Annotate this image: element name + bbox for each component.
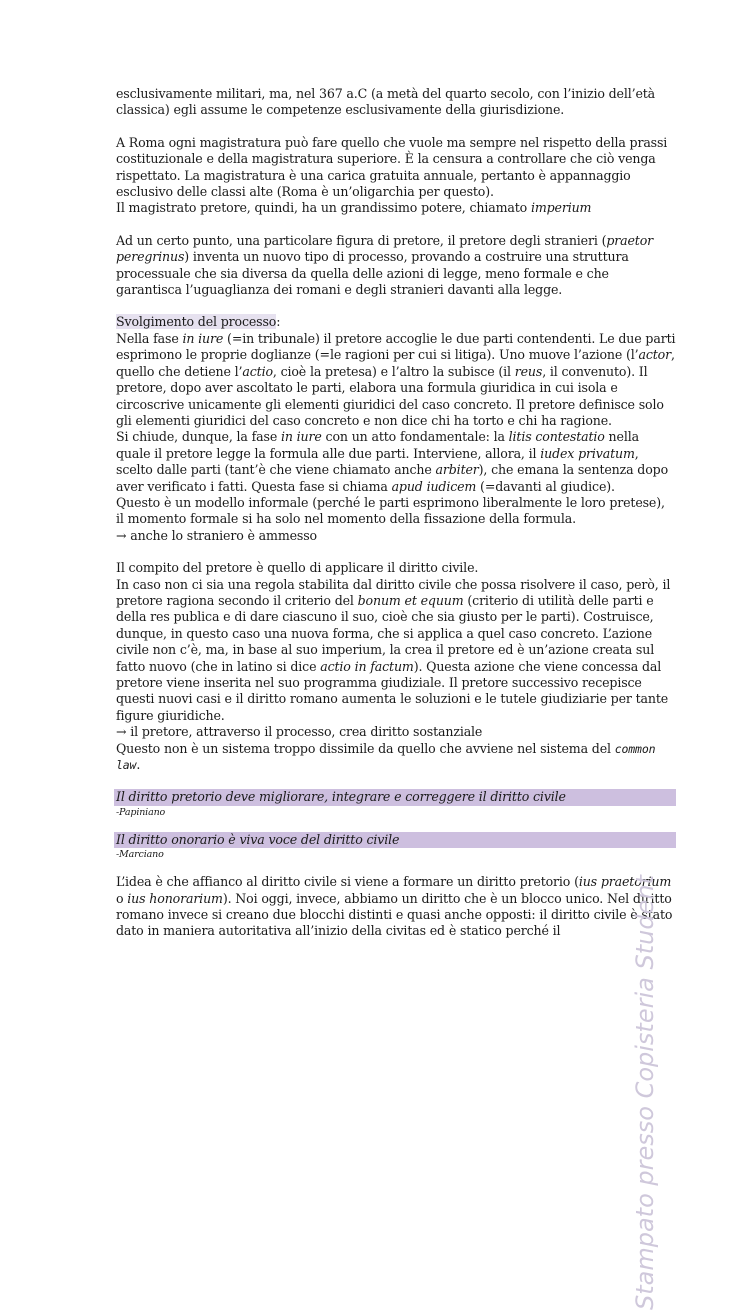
quote-papiniano: Il diritto pretorio deve migliorare, integrare e correggere il diritto civile <box>114 789 676 805</box>
document-page <box>116 86 676 940</box>
paragraph-in-iure: Nella fase in iure (=in tribunale) il pretore accoglie le due parti contendenti. Le due parti esprimono le proprie doglianze (=le ragioni per cui si litiga). Uno muove l’azione (l’actor, quello che detiene l’actio, cioè la pretesa) e l’altro la subisce (il reus, il convenuto). Il pretore, dopo aver ascoltato le parti, elabora una formula giuridica in cui isola e circoscrive unicamente gli elementi giuridici del caso concreto. Il pretore definisce solo gli elementi giuridici del caso concreto e non dice chi ha torto e chi ha ragione. <box>116 330 676 428</box>
paragraph-magistratura: A Roma ogni magistratura può fare quello che vuole ma sempre nel rispetto della prassi costituzionale e della magistratura superiore. È la censura a controllare che ciò venga rispettato. La magistratura è una carica gratuita annuale, pertanto è appannaggio esclusivo delle classi alte (Roma è un’oligarchia per questo). <box>116 134 668 200</box>
paragraph-common-law: Questo non è un sistema troppo dissimile da quello che avviene nel sistema del common law. <box>116 740 656 773</box>
paragraph-intro: esclusivamente militari, ma, nel 367 a.C (a metà del quarto secolo, con l’inizio dell’età classica) egli assume le competenze esclusivamente della giurisdizione. <box>116 86 656 118</box>
paragraph-litis-contestatio: Si chiude, dunque, la fase in iure con un atto fondamentale: la litis contestatio nella quale il pretore legge la formula alle due parti. Interviene, allora, il iudex privatum, scelto dalle parti (tant’è che viene chiamato anche arbiter), che emana la sentenza dopo aver verificato i fatti. Questa fase si chiama apud iudicem (=davanti al giudice). <box>116 429 668 494</box>
arrow-note-diritto-sostanziale: → il pretore, attraverso il processo, crea diritto sostanziale <box>116 724 483 740</box>
paragraph-modello-informale: Questo è un modello informale (perché le parti esprimono liberalmente le loro pretese), il momento formale si ha solo nel momento della fissazione della formula. <box>116 494 665 527</box>
quote-marciano: Il diritto onorario è viva voce del diritto civile <box>114 832 676 848</box>
quote-author-marciano: -Marciano <box>116 849 164 861</box>
section-heading: Svolgimento del processo: <box>116 314 281 330</box>
paragraph-compito-pretore: Il compito del pretore è quello di applicare il diritto civile. <box>116 560 479 576</box>
paragraph-bonum-et-equum: In caso non ci sia una regola stabilita dal diritto civile che possa risolvere il caso, però, il pretore ragiona secondo il criterio del bonum et equum (criterio di utilità delle parti e della res publica e di dare ciascuno il suo, cioè che sia giusto per le parti). Costruisce, dunque, in questo caso una nuova forma, che si applica a quel caso concreto. L’azione civile non c’è, ma, in base al suo imperium, la crea il pretore ed è un’azione creata sul fatto nuovo (che in latino si dice actio in factum). Questa azione che viene concessa dal pretore viene inserita nel suo programma giudiziale. Il pretore successivo recepisce questi nuovi casi e il diritto romano aumenta le soluzioni e le tutele giudiziarie per tante figure giuridiche. <box>116 576 671 723</box>
quote-author-papiniano: -Papiniano <box>116 806 166 818</box>
arrow-note-straniero: → anche lo straniero è ammesso <box>116 527 317 543</box>
paragraph-pretore-stranieri: Ad un certo punto, una particolare figura di pretore, il pretore degli stranieri (praetor peregrinus) inventa un nuovo tipo di processo, provando a costruire una struttura processuale che sia diversa da quella delle azioni di legge, meno formale e che garantisca l’uguaglianza dei romani e degli stranieri davanti alla legge. <box>116 232 654 298</box>
paragraph-ius-praetorium: L’idea è che affianco al diritto civile si viene a formare un diritto pretorio (ius praetorium o ius honorarium). Noi oggi, invece, abbiamo un diritto che è un blocco unico. Nel diritto romano invece si creano due blocchi distinti e quasi anche opposti: il diritto civile è stato dato in maniera autoritativa all’inizio della civitas ed è statico perché il <box>116 874 673 939</box>
watermark <box>630 520 660 1310</box>
watermark-text: Stampato presso Copisteria Student <box>631 875 659 1310</box>
paragraph-imperium: Il magistrato pretore, quindi, ha un grandissimo potere, chiamato imperium <box>116 200 592 216</box>
